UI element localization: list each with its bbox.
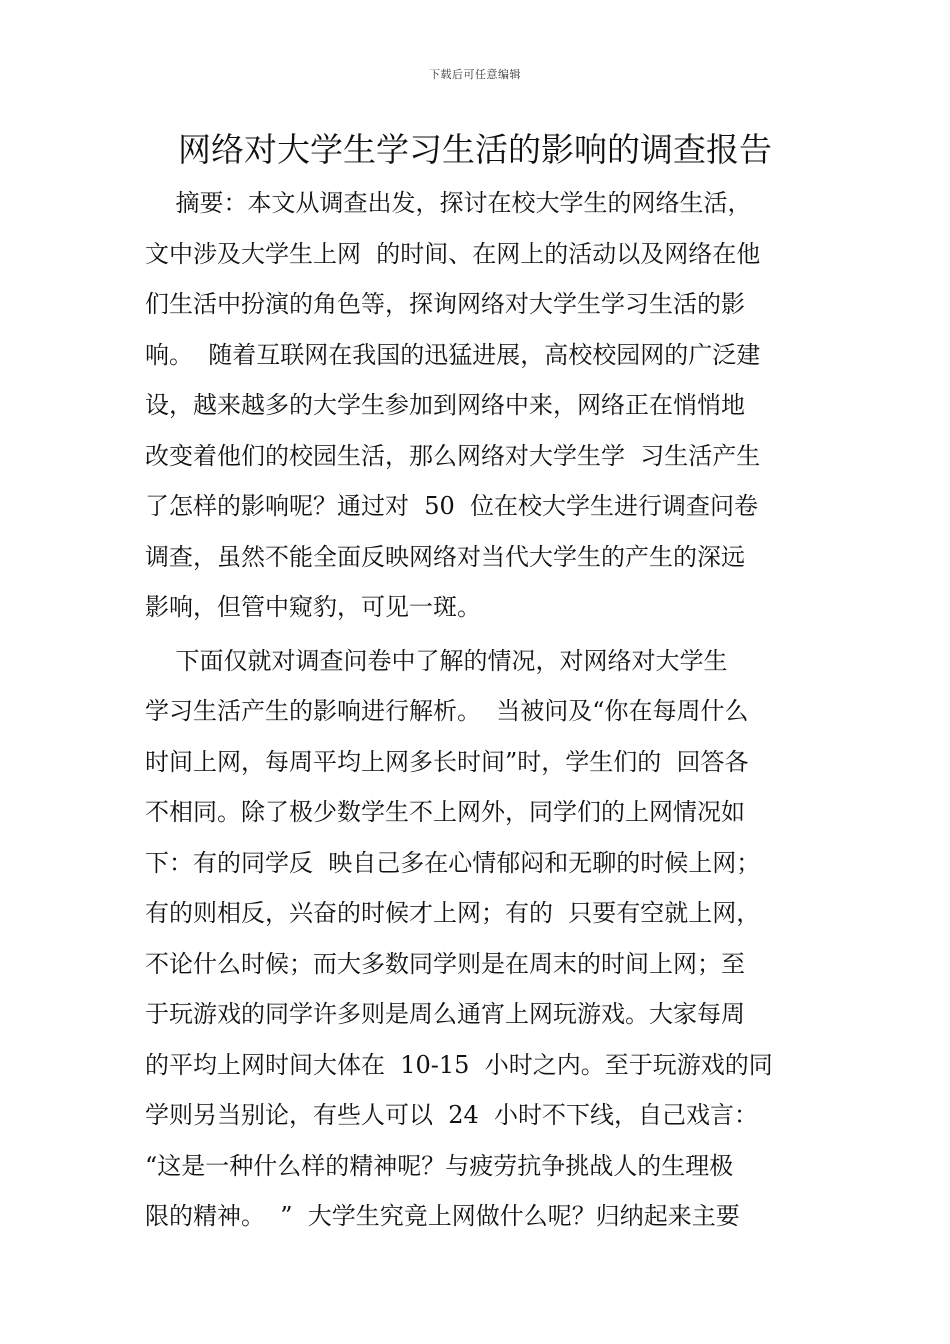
paragraph-analysis	[145, 636, 810, 1242]
text-line: 时间上网，每周平均上网多长时间”时，学生们的 回答各	[145, 747, 749, 776]
header-note: 下载后可任意编辑	[429, 68, 521, 81]
text-line: 学则另当别论，有些人可以 24 小时不下线，自己戏言：	[145, 1101, 759, 1129]
text-line: 下：有的同学反 映自己多在心情郁闷和无聊的时候上网；	[145, 848, 761, 877]
text-line: 文中涉及大学生上网 的时间、在网上的活动以及网络在他	[145, 239, 761, 268]
text-line: 调查，虽然不能全面反映网络对当代大学生的产生的深远	[145, 542, 745, 571]
text-line: 于玩游戏的同学许多则是周么通宵上网玩游戏。大家每周	[145, 1000, 745, 1028]
text-line: 限的精神。 ” 大学生究竟上网做什么呢？归纳起来主要	[145, 1202, 740, 1230]
text-line: 响。 随着互联网在我国的迅猛进展，高校校园网的广泛建	[145, 340, 761, 369]
text-line: 下面仅就对调查问卷中了解的情况，对网络对大学生	[145, 646, 728, 675]
paragraph-abstract	[145, 178, 810, 633]
text-line: 们生活中扮演的角色等，探询网络对大学生学习生活的影	[145, 290, 745, 318]
text-line: 有的则相反，兴奋的时候才上网；有的 只要有空就上网，	[145, 899, 761, 927]
text-line: 了怎样的影响呢？通过对 50 位在校大学生进行调查问卷	[145, 492, 759, 520]
text-line: 摘要：本文从调查出发，探讨在校大学生的网络生活，	[145, 189, 752, 217]
text-line: 不相同。除了极少数学生不上网外，同学们的上网情况如	[145, 798, 745, 826]
document-body	[145, 178, 810, 1242]
text-line: 改变着他们的校园生活，那么网络对大学生学 习生活产生	[145, 441, 761, 470]
text-line: 设，越来越多的大学生参加到网络中来，网络正在悄悄地	[145, 391, 745, 419]
text-line: 学习生活产生的影响进行解析。 当被问及“你在每周什么	[145, 697, 749, 725]
text-line: 的平均上网时间大体在 10-15 小时之内。至于玩游戏的同	[145, 1050, 773, 1079]
text-line: 影响，但管中窥豹，可见一斑。	[145, 593, 481, 621]
text-line: 不论什么时候；而大多数同学则是在周末的时间上网；至	[145, 949, 745, 978]
document-title: 网络对大学生学习生活的影响的调查报告	[178, 130, 772, 169]
text-line: “这是一种什么样的精神呢？与疲劳抗争挑战人的生理极	[145, 1151, 734, 1180]
